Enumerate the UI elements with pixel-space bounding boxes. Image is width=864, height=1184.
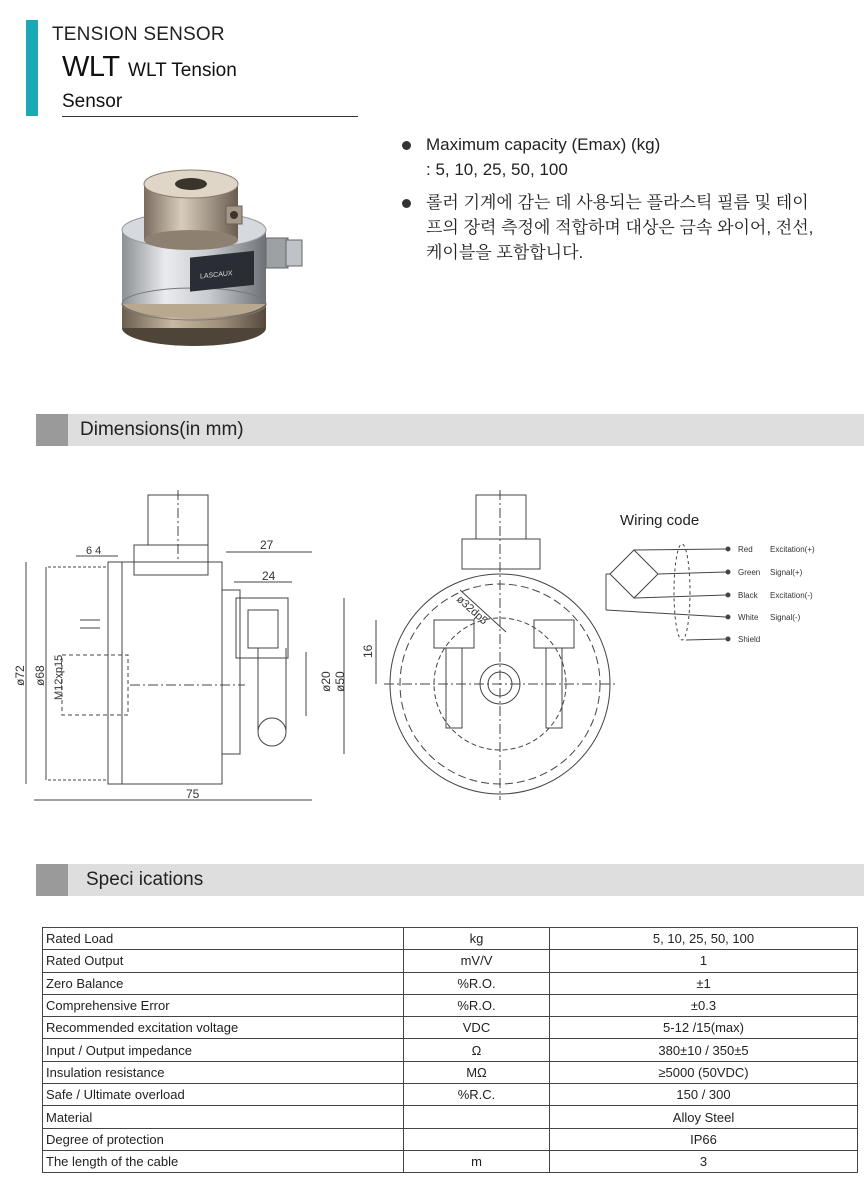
product-label-text: LASCAUX — [200, 270, 233, 281]
spec-item: Safe / Ultimate overload — [43, 1084, 404, 1106]
product-category: TENSION SENSOR — [52, 24, 225, 45]
spec-value: Alloy Steel — [550, 1106, 858, 1128]
spec-value: ≥5000 (50VDC) — [550, 1061, 858, 1083]
feature-application — [402, 190, 822, 265]
spec-unit: m — [404, 1150, 550, 1172]
spec-item: Zero Balance — [43, 972, 404, 994]
wiring-diagram — [606, 512, 815, 644]
dimensions-title: Dimensions(in mm) — [80, 419, 244, 440]
spec-item: Insulation resistance — [43, 1061, 404, 1083]
table-row — [43, 1106, 858, 1128]
wiring-title: Wiring code — [620, 512, 700, 529]
table-row — [43, 950, 858, 972]
spec-value: 1 — [550, 950, 858, 972]
dimensions-section-header — [36, 414, 864, 446]
wire-green-color: Green — [738, 568, 761, 577]
spec-unit: %R.O. — [404, 972, 550, 994]
product-photo — [110, 150, 320, 360]
spec-unit: %R.C. — [404, 1084, 550, 1106]
table-row — [43, 1017, 858, 1039]
spec-item: Recommended excitation voltage — [43, 1017, 404, 1039]
spec-item: Rated Output — [43, 950, 404, 972]
spec-unit: mV/V — [404, 950, 550, 972]
bullet-icon — [402, 141, 411, 150]
wire-green-signal: Signal(+) — [770, 568, 803, 577]
wire-white-signal: Signal(-) — [770, 613, 801, 622]
dimension-drawing — [0, 470, 864, 810]
feature-capacity-values: : 5, 10, 25, 50, 100 — [426, 160, 568, 179]
spec-value: 380±10 / 350±5 — [550, 1039, 858, 1061]
spec-item: Rated Load — [43, 928, 404, 950]
spec-value: 3 — [550, 1150, 858, 1172]
table-row — [43, 1039, 858, 1061]
table-row — [43, 994, 858, 1016]
dim-thread: M12xp15 — [53, 654, 65, 700]
model-name: WLT — [62, 51, 120, 83]
dim-24: 24 — [262, 569, 276, 583]
dim-27: 27 — [260, 538, 274, 552]
dim-d50: ø50 — [333, 671, 347, 692]
section-marker — [36, 414, 68, 446]
spec-unit — [404, 1106, 550, 1128]
bullet-icon — [402, 199, 411, 208]
spec-value: 5-12 /15(max) — [550, 1017, 858, 1039]
spec-unit: kg — [404, 928, 550, 950]
wire-white-color: White — [738, 613, 759, 622]
dim-16: 16 — [361, 644, 375, 658]
spec-unit: VDC — [404, 1017, 550, 1039]
spec-item: Material — [43, 1106, 404, 1128]
wire-red-signal: Excitation(+) — [770, 545, 815, 554]
wire-red-color: Red — [738, 545, 753, 554]
side-view — [26, 490, 344, 800]
model-description-continued: Sensor — [62, 91, 123, 112]
spec-item: Comprehensive Error — [43, 994, 404, 1016]
feature-capacity-label: Maximum capacity (Emax) (kg) — [426, 135, 661, 154]
dim-bolt-circle: ø32dp5 — [453, 593, 490, 628]
spec-value: ±1 — [550, 972, 858, 994]
spec-item: Degree of protection — [43, 1128, 404, 1150]
spec-unit: %R.O. — [404, 994, 550, 1016]
section-marker — [36, 864, 68, 896]
specifications-section-header — [36, 864, 864, 896]
table-row — [43, 1061, 858, 1083]
specifications-title: Speci ications — [86, 869, 204, 890]
table-row — [43, 928, 858, 950]
spec-item: Input / Output impedance — [43, 1039, 404, 1061]
dim-6-4: 6 4 — [86, 545, 102, 557]
product-title — [62, 51, 237, 84]
table-row — [43, 972, 858, 994]
dim-75: 75 — [186, 787, 200, 801]
feature-capacity — [402, 132, 822, 182]
dim-d72: ø72 — [13, 665, 27, 686]
spec-unit — [404, 1128, 550, 1150]
specifications-table — [42, 927, 858, 1173]
spec-value: 5, 10, 25, 50, 100 — [550, 928, 858, 950]
table-row — [43, 1128, 858, 1150]
spec-value: IP66 — [550, 1128, 858, 1150]
feature-list — [402, 132, 822, 273]
spec-value: 150 / 300 — [550, 1084, 858, 1106]
front-view — [376, 490, 616, 800]
feature-application-text: 롤러 기계에 감는 데 사용되는 플라스틱 필름 및 테이프의 장력 측정에 적합하며 대상은 금속 와이어, 전선, 케이블을 포함합니다. — [426, 193, 814, 262]
spec-item: The length of the cable — [43, 1150, 404, 1172]
dim-d20: ø20 — [319, 671, 333, 692]
wire-black-color: Black — [738, 591, 758, 600]
header-accent-bar — [26, 20, 38, 116]
spec-value: ±0.3 — [550, 994, 858, 1016]
wire-black-signal: Excitation(-) — [770, 591, 813, 600]
table-row — [43, 1084, 858, 1106]
spec-unit: MΩ — [404, 1061, 550, 1083]
dim-d68: ø68 — [33, 665, 47, 686]
table-row — [43, 1150, 858, 1172]
spec-unit: Ω — [404, 1039, 550, 1061]
model-description: WLT Tension — [128, 60, 237, 81]
title-underline — [62, 116, 358, 117]
wire-shield-color: Shield — [738, 635, 761, 644]
